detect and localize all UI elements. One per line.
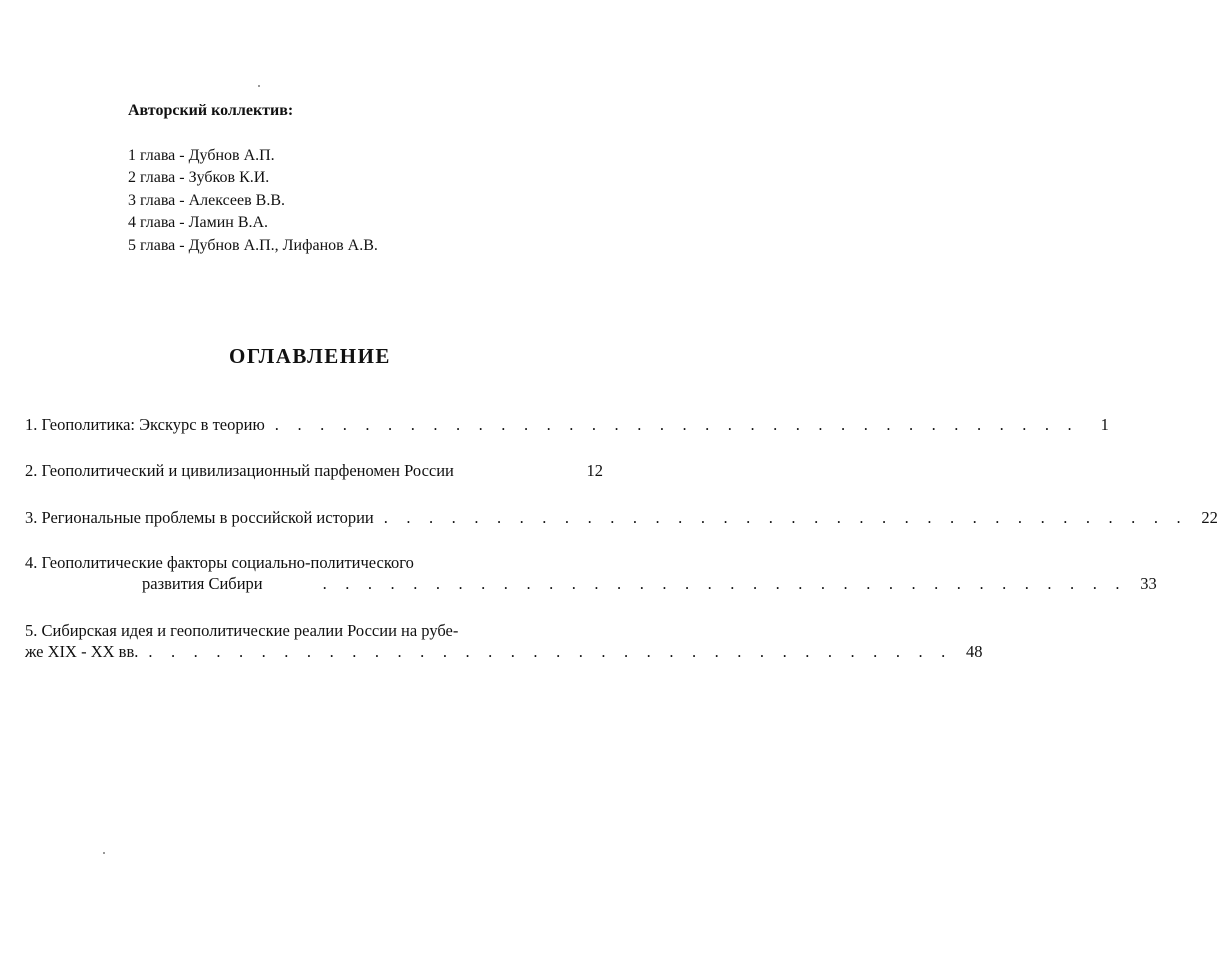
toc-title: ОГЛАВЛЕНИЕ [229,344,391,368]
toc-entry-title-cont: развития Сибири [142,574,263,593]
authors-heading: Авторский коллектив: [128,102,294,119]
author-line: 2 глава - Зубков К.И. [128,169,270,186]
toc-entry[interactable] [25,460,603,481]
toc-page-number: 48 [965,642,983,661]
toc-entry[interactable] [25,414,1109,435]
toc-entry[interactable] [25,620,983,662]
toc-page-number: 12 [586,461,603,480]
author-line: 4 глава - Ламин В.А. [128,214,269,231]
author-line: 1 глава - Дубнов А.П. [128,146,275,164]
dot-leader: . . . . . . . . . . . . . . . . . . . . . . . . . . . . . . . . . . . . [148,642,953,661]
toc-entry[interactable] [25,507,1218,528]
author-line: 3 глава - Алексеев В.В. [128,191,286,209]
toc-entry-title-cont: же XIX - XX вв. [25,642,139,661]
dot-leader: . . . . . . . . . . . . . . . . . . . . . . . . . . . . . . . . . . . . [274,415,1079,434]
toc-entry-title: 5. Сибирская идея и геополитические реалии России на рубе- [25,621,459,640]
dot-leader: . . . . . . . . . . . . . . . . . . . . . . . . . . . . . . . . . . . . [383,508,1188,527]
toc-page-number: 22 [1201,508,1218,527]
authors-block [128,100,378,257]
scan-speck [103,852,105,854]
toc-entry-title: 2. Геополитический и цивилизационный парфеномен России [25,461,454,480]
dot-leader: . . . . . . . . . . . . . . . . . . . . . . . . . . . . . . . . . . . . [322,574,1127,593]
toc-page-number: 1 [1100,415,1109,434]
toc-page-number: 33 [1140,574,1157,593]
scan-speck [258,85,260,87]
toc-entry-title: 4. Геополитические факторы социально-политического [25,553,414,572]
toc-entry-title: 3. Региональные проблемы в российской истории [25,508,374,527]
author-line: 5 глава - Дубнов А.П., Лифанов А.В. [128,236,378,254]
toc-entry-title: 1. Геополитика: Экскурс в теорию [25,415,265,434]
toc-entry[interactable] [25,552,1157,594]
